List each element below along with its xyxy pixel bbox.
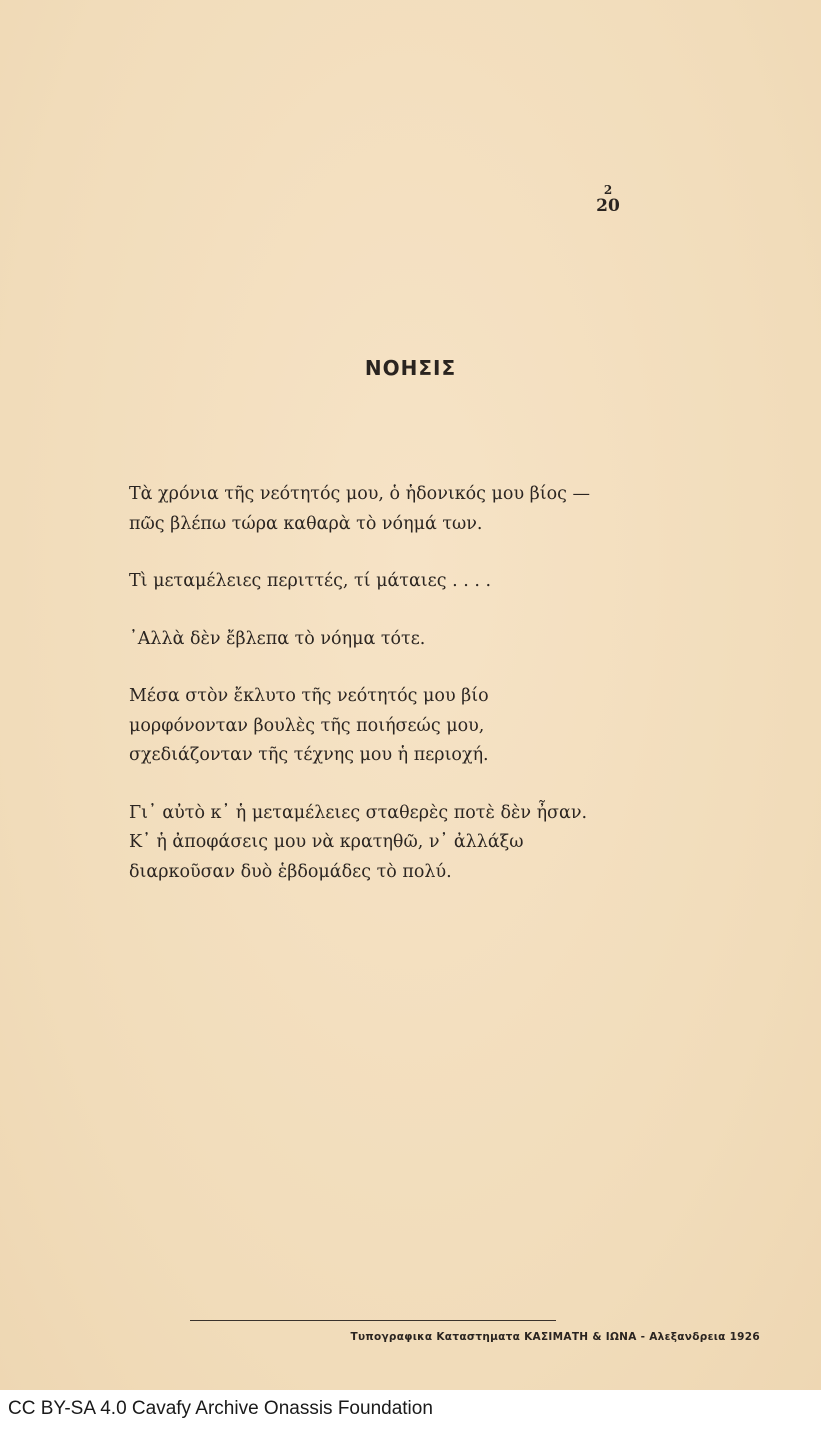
poem-line: Τὰ χρόνια τῆς νεότητός μου, ὁ ἡδονικός μου βίος — [129, 484, 591, 504]
stanza-1 [129, 480, 689, 539]
stanza-5 [129, 799, 689, 888]
page-number-small: 2 [603, 183, 613, 197]
poem-line: Τὶ μεταμέλειες περιττές, τί μάταιες . . . . [129, 571, 492, 591]
page-number-main: 20 [596, 196, 620, 216]
page-number [590, 184, 626, 215]
poem-line: Γι᾿ αὐτὸ κ᾿ ἡ μεταμέλειες σταθερὲς ποτὲ δὲν ἦσαν. [129, 802, 588, 823]
printer-imprint: Τυπογραφικα Καταστηματα ΚΑΣΙΜΑΤΗ & ΙΩΝΑ - Αλεξανδρεια 1926 [350, 1331, 760, 1343]
poem-body [129, 480, 689, 915]
poem-line: Κ᾿ ἡ ἀποφάσεις μου νὰ κρατηθῶ, ν᾿ ἀλλάξω [129, 832, 524, 852]
poem-line: ᾿Αλλὰ δὲν ἔβλεπα τὸ νόημα τότε. [129, 628, 426, 649]
poem-title: ΝΟΗΣΙΣ [364, 356, 457, 380]
stanza-2 [129, 567, 689, 597]
poem-line: διαρκοῦσαν δυὸ ἑβδομάδες τὸ πολύ. [129, 861, 452, 882]
poem-line: πῶς βλέπω τώρα καθαρὰ τὸ νόημά των. [129, 513, 483, 534]
license-caption: CC BY-SA 4.0 Cavafy Archive Onassis Foundation [8, 1398, 433, 1419]
poem-line: σχεδιάζονταν τῆς τέχνης μου ἡ περιοχή. [129, 745, 489, 765]
stanza-4 [129, 682, 689, 771]
poem-line: Μέσα στὸν ἔκλυτο τῆς νεότητός μου βίο [129, 686, 489, 706]
footer-rule [190, 1320, 556, 1321]
poem-line: μορφόνονταν βουλὲς τῆς ποιήσεώς μου, [129, 715, 485, 736]
stanza-3 [129, 625, 689, 655]
